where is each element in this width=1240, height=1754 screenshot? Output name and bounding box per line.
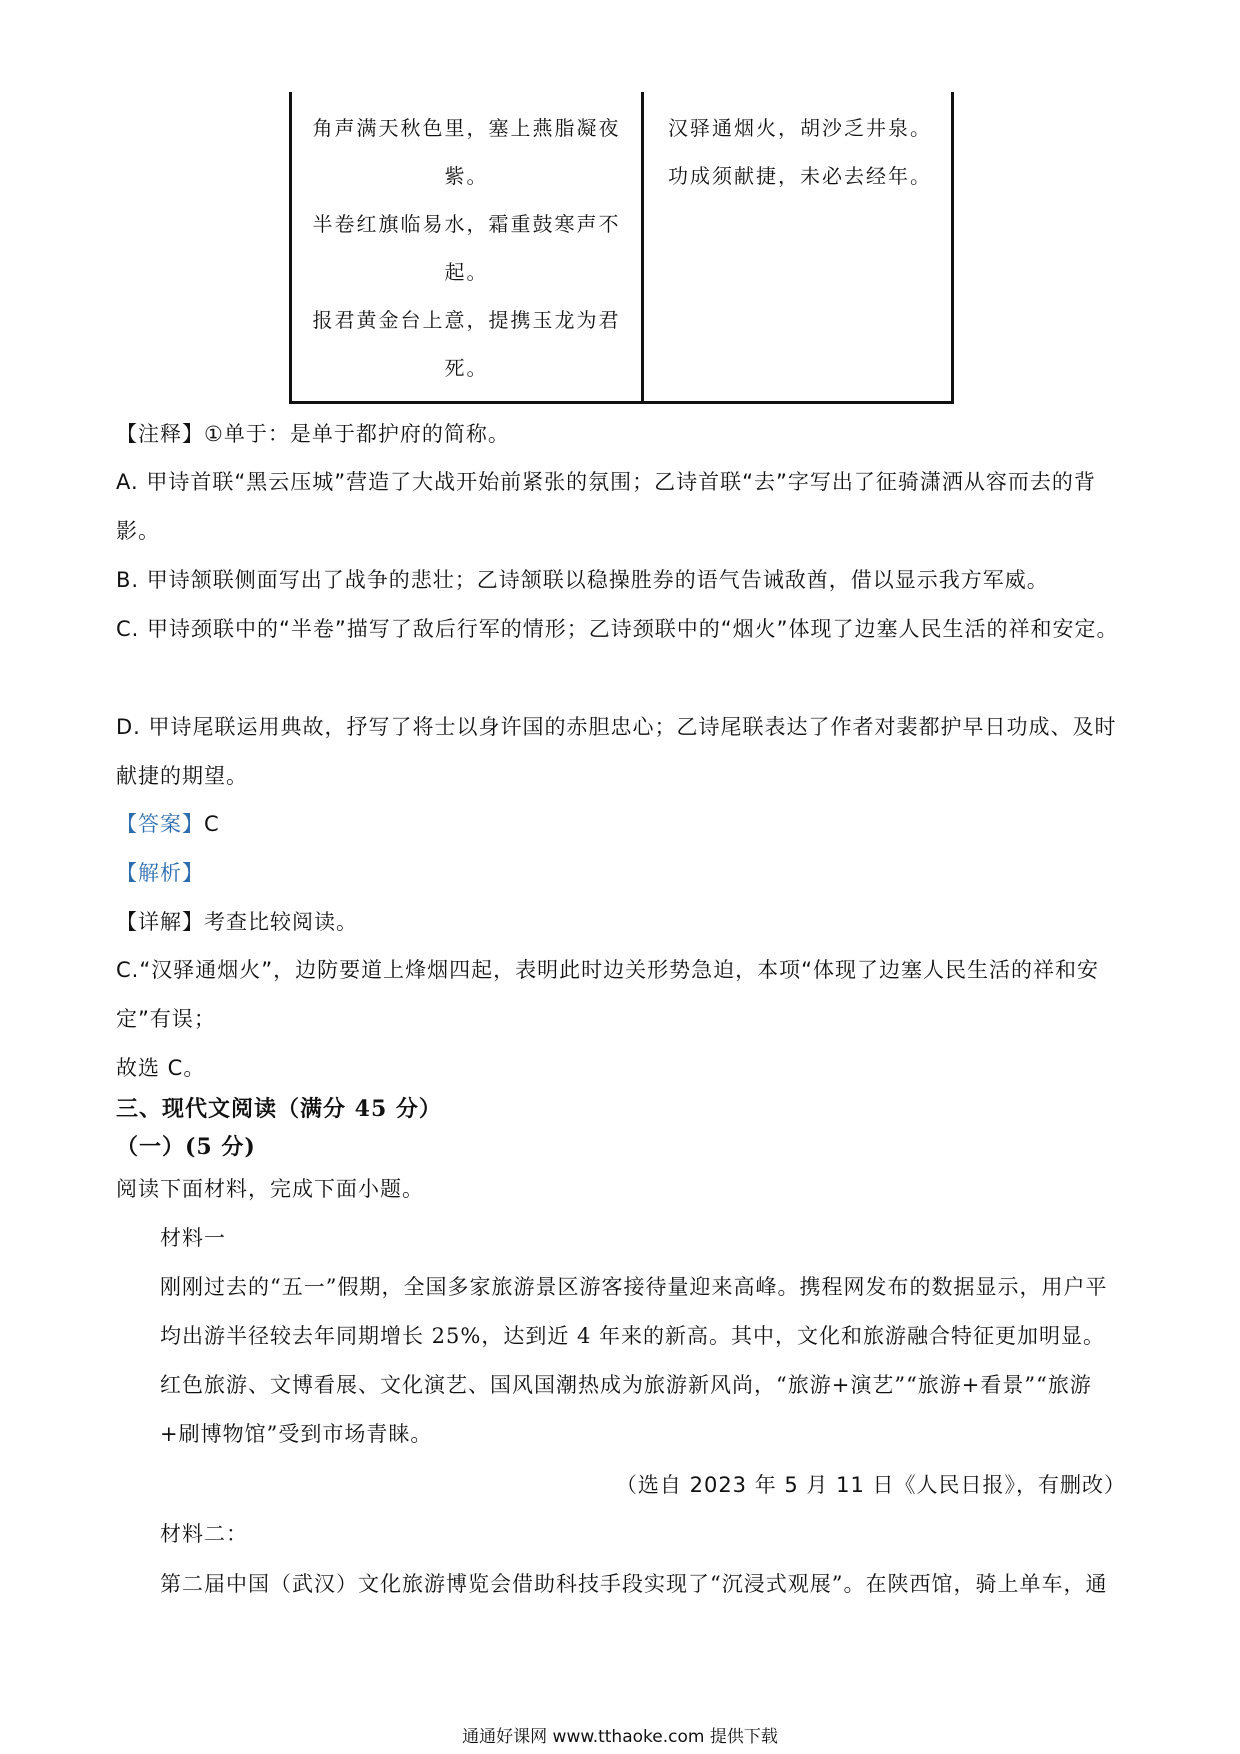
material1-body: 刚刚过去的“五一”假期，全国多家旅游景区游客接待量迎来高峰。携程网发布的数据显示，用户平均出游半径较去年同期增长 25%，达到近 4 年来的新高。其中，文化和旅游融合特征更加明显。红色旅游、文博看展、文化演艺、国风国潮热成为旅游新风尚，“旅游+演艺”“旅游+看景”“旅游+刷博物馆”受到市场青睐。 — [160, 1275, 1108, 1446]
option-c: C. 甲诗颈联中的“半卷”描写了敌后行军的情形；乙诗颈联中的“烟火”体现了边塞人民生活的祥和安定。 — [116, 617, 1119, 641]
analysis-label: 【解析】 — [116, 861, 204, 885]
poem-left-line: 紫。 — [444, 164, 489, 188]
section-title: 三、现代文阅读（满分 45 分） — [116, 1096, 442, 1122]
option-b: B. 甲诗颔联侧面写出了战争的悲壮；乙诗颔联以稳操胜券的语气告诫敌酋，借以显示我方军威。 — [116, 568, 1049, 592]
option-a: A. 甲诗首联“黑云压城”营造了大战开始前紧张的氛围；乙诗首联“去”字写出了征骑潇洒从容而去的背影。 — [116, 470, 1096, 543]
detail-line-1: 【详解】考查比较阅读。 — [116, 910, 358, 934]
detail-line-3: 故选 C。 — [116, 1056, 206, 1080]
poem-left-line: 起。 — [444, 260, 489, 284]
answer-line — [116, 800, 1126, 849]
poem-left-line: 报君黄金台上意，提携玉龙为君 — [312, 308, 621, 332]
material2-body: 第二届中国（武汉）文化旅游博览会借助科技手段实现了“沉浸式观展”。在陕西馆，骑上单车，通 — [160, 1572, 1108, 1596]
poem-left-line: 角声满天秋色里，塞上燕脂凝夜 — [312, 116, 621, 140]
material2-title: 材料二： — [160, 1522, 248, 1546]
poem-left-line: 死。 — [444, 356, 489, 380]
poem-left-line: 半卷红旗临易水，霜重鼓寒声不 — [312, 212, 621, 236]
option-d: D. 甲诗尾联运用典故，抒写了将士以身许国的赤胆忠心；乙诗尾联表达了作者对裴都护早日功成、及时献捷的期望。 — [116, 715, 1117, 788]
answer-value: C — [204, 812, 220, 836]
poem-right-line: 汉驿通烟火，胡沙乏井泉。 — [668, 116, 932, 140]
poem-right-column — [644, 92, 951, 401]
detail-line-2: C.“汉驿通烟火”，边防要道上烽烟四起，表明此时边关形势急迫，本项“体现了边塞人民生活的祥和安定”有误； — [116, 958, 1099, 1031]
page-footer: 通通好课网 www.tthaoke.com 提供下载 — [462, 1727, 778, 1747]
material1-title: 材料一 — [160, 1226, 226, 1250]
material1-source: （选自 2023 年 5 月 11 日《人民日报》，有删改） — [615, 1473, 1126, 1497]
annotation-note: 【注释】①单于：是单于都护府的简称。 — [116, 422, 510, 446]
poem-right-line: 功成须献捷，未必去经年。 — [668, 164, 932, 188]
poem-left-column — [292, 92, 644, 401]
answer-label: 【答案】 — [116, 812, 204, 836]
analysis-line — [116, 849, 1126, 898]
section-subtitle: （一）(5 分) — [116, 1134, 256, 1160]
section-instruction: 阅读下面材料，完成下面小题。 — [116, 1177, 424, 1201]
poem-table — [289, 92, 954, 404]
